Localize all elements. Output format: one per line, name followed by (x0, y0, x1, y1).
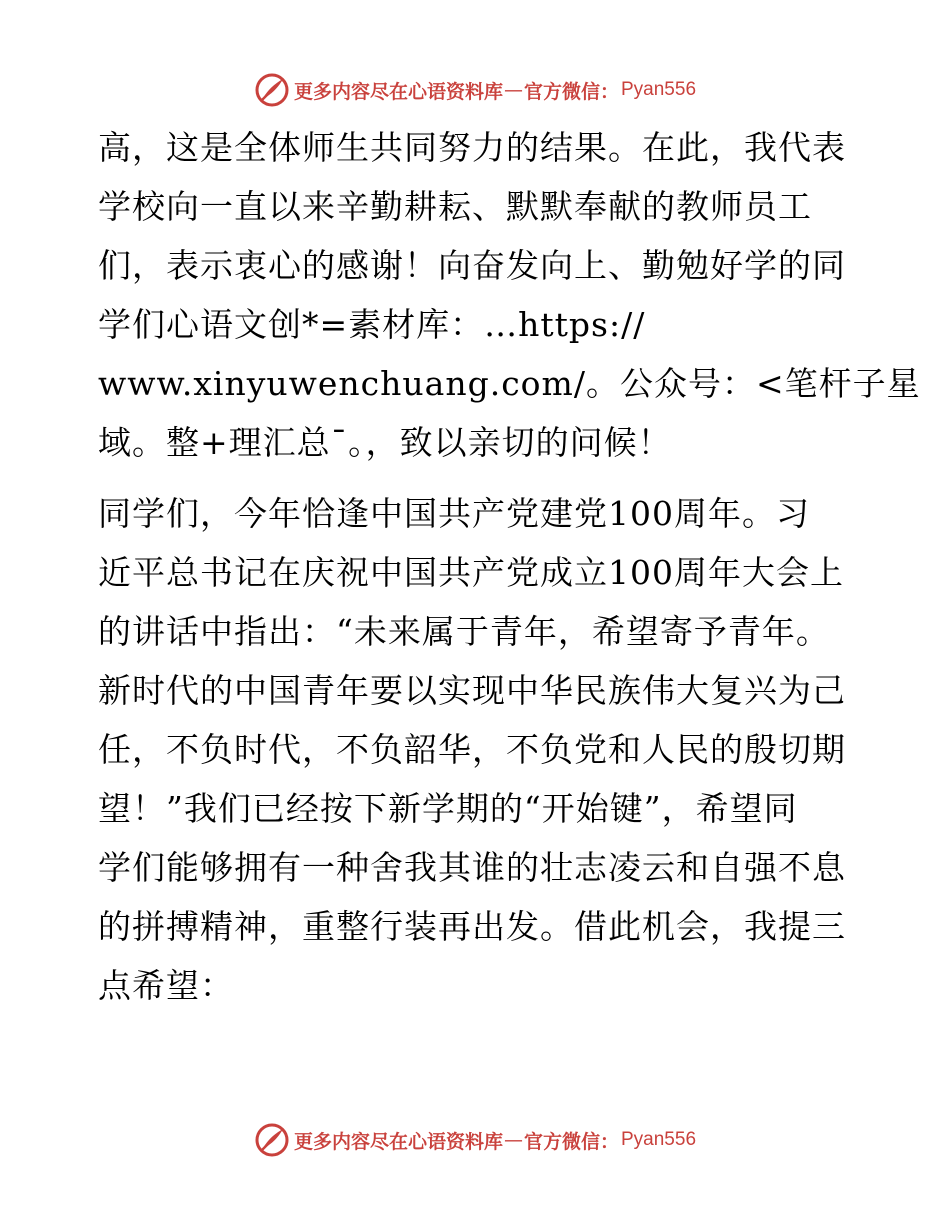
text-line: 的拼搏精神，重整行装再出发。借此机会，我提三 (98, 907, 846, 946)
feather-pen-logo-icon (254, 72, 290, 108)
banner-official-label: 官方微信： (523, 80, 619, 103)
header-banner (0, 70, 950, 110)
text-line: 点希望： (98, 966, 234, 1005)
feather-pen-logo-icon (254, 1122, 290, 1158)
text-line: 们，表示衷心的感谢！向奋发向上、勤勉好学的同 (98, 246, 846, 285)
banner-text: 更多内容尽在心语资料库 (293, 1130, 503, 1153)
text-line: 高，这是全体师生共同努力的结果。在此，我代表 (98, 128, 846, 167)
text-line: 近平总书记在庆祝中国共产党成立100周年大会上 (98, 553, 844, 592)
banner-text: 更多内容尽在心语资料库 (293, 80, 503, 103)
banner-separator: — (503, 1129, 523, 1151)
text-line: 新时代的中国青年要以实现中华民族伟大复兴为己 (98, 671, 846, 710)
paragraph-2 (98, 492, 858, 1023)
text-line: 学校向一直以来辛勤耕耘、默默奉献的教师员工 (98, 187, 812, 226)
text-line: 域。整+理汇总¯。，致以亲切的问候！ (98, 423, 672, 462)
document-body (98, 126, 921, 1023)
banner-wechat-id: Pyan556 (621, 1129, 697, 1150)
banner-wechat-id: Pyan556 (621, 79, 697, 100)
text-line: 学们能够拥有一种舍我其谁的壮志凌云和自强不息 (98, 848, 846, 887)
footer-banner (0, 1120, 950, 1160)
text-line: www.xinyuwenchuang.com/。公众号：<笔杆子星 (98, 364, 921, 403)
text-line: 的讲话中指出：“未来属于青年，希望寄予青年。 (98, 612, 830, 651)
text-line: 望！”我们已经按下新学期的“开始键”，希望同 (98, 789, 798, 828)
text-line: 学们心语文创*=素材库：…https:// (98, 305, 646, 344)
banner-separator: — (503, 79, 523, 101)
text-line: 同学们，今年恰逢中国共产党建党100周年。习 (98, 494, 810, 533)
text-line: 任，不负时代，不负韶华，不负党和人民的殷切期 (98, 730, 846, 769)
paragraph-1 (98, 126, 921, 480)
banner-official-label: 官方微信： (523, 1130, 619, 1153)
